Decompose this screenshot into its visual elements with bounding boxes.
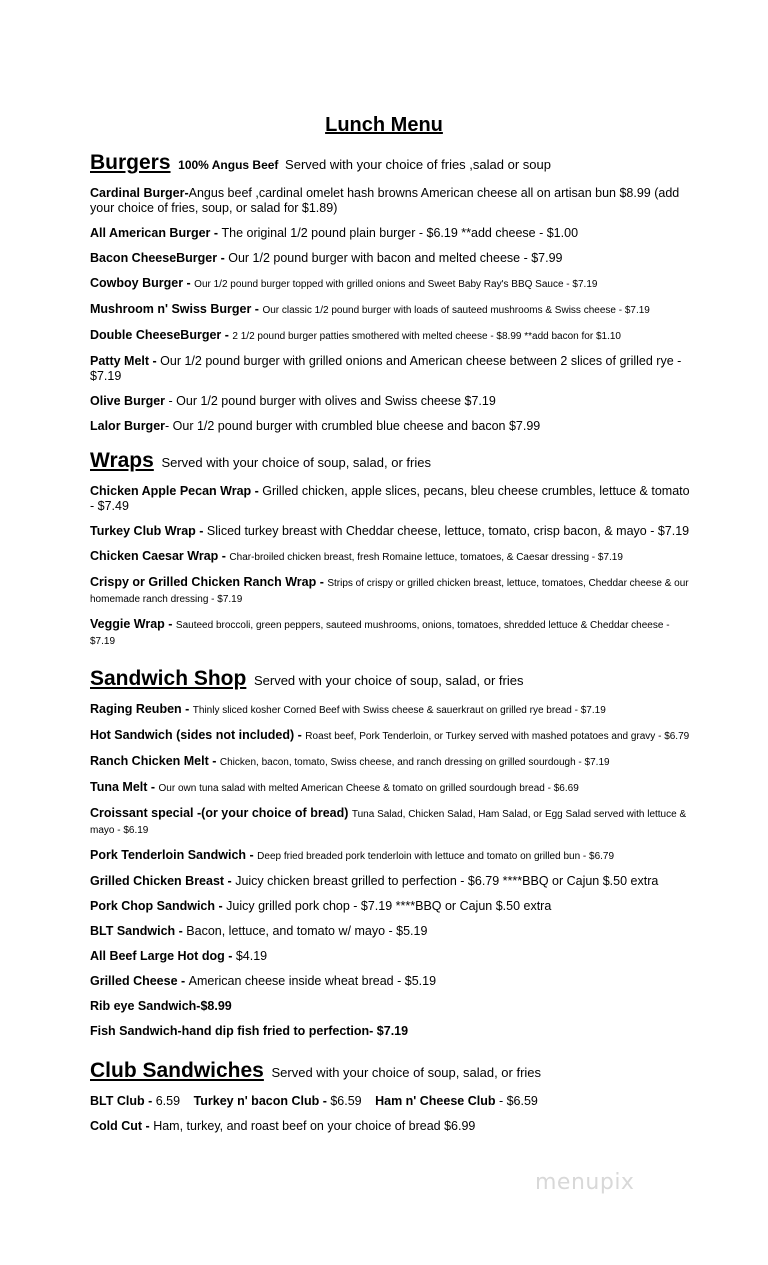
item-name: Cowboy Burger - <box>90 276 195 290</box>
item-desc: Sliced turkey breast with Cheddar cheese, lettuce, tomato, crisp bacon, & mayo - $7.19 <box>206 524 690 538</box>
menu-item <box>90 949 690 964</box>
item-desc: Our own tuna salad with melted American Cheese & tomato on grilled sourdough bread - $6.69 <box>158 783 579 794</box>
item-desc: The original 1/2 pound plain burger - $6.19 **add cheese - $1.00 <box>221 226 579 240</box>
item-desc: - Our 1/2 pound burger with olives and Swiss cheese $7.19 <box>165 394 496 408</box>
item-name: Pork Tenderloin Sandwich - <box>90 848 258 862</box>
section-title: Burgers <box>90 151 171 174</box>
menu-item <box>90 780 690 796</box>
item-name: All American Burger - <box>90 226 222 240</box>
item-desc: Roast beef, Pork Tenderloin, or Turkey served with mashed potatoes and gravy - $6.79 <box>305 731 690 742</box>
sandwich-shop-section <box>90 666 690 1039</box>
item-desc: - Our 1/2 pound burger with crumbled blue cheese and bacon $7.99 <box>165 419 541 433</box>
item-desc: $6.59 <box>330 1094 362 1108</box>
menu-item <box>90 186 690 216</box>
item-name: Chicken Caesar Wrap - <box>90 549 230 563</box>
item-name: Veggie Wrap - <box>90 617 176 631</box>
item-desc: Juicy grilled pork chop - $7.19 ****BBQ or Cajun $.50 extra <box>226 899 552 913</box>
menu-item <box>90 974 690 989</box>
item-name: All Beef Large Hot dog - <box>90 949 236 963</box>
item-name: Mushroom n' Swiss Burger - <box>90 302 263 316</box>
item-desc: Strips of crispy or grilled chicken breast, lettuce, tomatoes, Cheddar cheese & our homemade ranch dressing - $7.19 <box>90 578 689 605</box>
menu-item <box>90 899 690 914</box>
item-name: Double CheeseBurger - <box>90 328 233 342</box>
menu-item <box>90 874 690 889</box>
page-title: Lunch Menu <box>325 114 443 136</box>
menu-item <box>90 924 690 939</box>
menu-item <box>90 754 690 770</box>
menu-item <box>90 575 690 607</box>
item-name: Bacon CheeseBurger - <box>90 251 229 265</box>
item-desc: Angus beef ,cardinal omelet hash browns American cheese all on artisan bun $8.99 (add your choice of fries, soup, or salad for $1.89) <box>90 186 680 215</box>
item-desc: Tuna Salad, Chicken Salad, Ham Salad, or Egg Salad served with lettuce & mayo - $6.19 <box>90 809 687 836</box>
item-name: Turkey n' bacon Club - <box>193 1094 331 1108</box>
item-name: Olive Burger <box>90 394 166 408</box>
section-header <box>90 1058 690 1086</box>
item-desc: Grilled chicken, apple slices, pecans, bleu cheese crumbles, lettuce & tomato - $7.49 <box>90 484 690 513</box>
item-desc: Ham, turkey, and roast beef on your choice of bread $6.99 <box>153 1119 476 1133</box>
menu-item <box>90 328 690 344</box>
item-name: Rib eye Sandwich-$8.99 <box>90 999 232 1013</box>
menu-item <box>90 999 690 1014</box>
item-name: BLT Club - <box>90 1094 156 1108</box>
menu-item <box>90 302 690 318</box>
item-desc: $4.19 <box>235 949 268 963</box>
item-name: Lalor Burger <box>90 419 166 433</box>
item-name: Hot Sandwich (sides not included) - <box>90 728 306 742</box>
menu-item <box>90 617 690 649</box>
menu-item <box>90 848 690 864</box>
section-subtitle: Served with your choice of soup, salad, or fries <box>271 1065 542 1080</box>
item-name: Ham n' Cheese Club <box>375 1094 496 1108</box>
item-desc: American cheese inside wheat bread - $5.19 <box>188 974 437 988</box>
item-name: Grilled Chicken Breast - <box>90 874 236 888</box>
item-name: Ranch Chicken Melt - <box>90 754 220 768</box>
burgers-section <box>90 150 690 434</box>
section-header <box>90 666 690 694</box>
menu-item <box>90 728 690 744</box>
section-subtitle: Served with your choice of fries ,salad or soup <box>285 157 551 172</box>
section-extra: 100% Angus Beef <box>178 158 279 172</box>
wraps-section <box>90 448 690 649</box>
menu-item <box>90 549 690 565</box>
item-name: Fish Sandwich-hand dip fish fried to perfection- $7.19 <box>90 1024 409 1038</box>
item-name: Cardinal Burger- <box>90 186 189 200</box>
item-name: Tuna Melt - <box>90 780 159 794</box>
item-desc: Our 1/2 pound burger with bacon and melted cheese - $7.99 <box>228 251 563 265</box>
section-subtitle: Served with your choice of soup, salad, or fries <box>253 673 524 688</box>
section-title: Sandwich Shop <box>90 667 247 690</box>
menu-item <box>90 524 690 539</box>
item-name: Patty Melt - <box>90 354 161 368</box>
item-name: Croissant special -(or your choice of bread) <box>90 806 352 820</box>
item-desc: Deep fried breaded pork tenderloin with lettuce and tomato on grilled bun - $6.79 <box>257 851 615 862</box>
item-desc: Our 1/2 pound burger with grilled onions and American cheese between 2 slices of grilled rye - $7.19 <box>90 354 682 383</box>
item-name: Cold Cut - <box>90 1119 154 1133</box>
menu-item <box>90 484 690 514</box>
item-desc: Our 1/2 pound burger topped with grilled onions and Sweet Baby Ray's BBQ Sauce - $7.19 <box>194 279 598 290</box>
item-desc: Chicken, bacon, tomato, Swiss cheese, and ranch dressing on grilled sourdough - $7.19 <box>219 757 610 768</box>
section-subtitle: Served with your choice of soup, salad, or fries <box>161 455 431 470</box>
item-desc: Bacon, lettuce, and tomato w/ mayo - $5.19 <box>186 924 428 938</box>
item-desc: - $6.59 <box>495 1094 538 1108</box>
club-items-line <box>90 1094 690 1109</box>
item-name: Chicken Apple Pecan Wrap - <box>90 484 263 498</box>
item-name: Turkey Club Wrap - <box>90 524 207 538</box>
menu-item <box>90 702 690 718</box>
watermark-logo: menupix <box>535 1170 635 1195</box>
item-desc: Juicy chicken breast grilled to perfection - $6.79 ****BBQ or Cajun $.50 extra <box>235 874 659 888</box>
item-name: Pork Chop Sandwich - <box>90 899 227 913</box>
menu-item <box>90 226 690 241</box>
item-desc: 6.59 <box>155 1094 181 1108</box>
menu-item <box>90 806 690 838</box>
item-desc: 2 1/2 pound burger patties smothered with melted cheese - $8.99 **add bacon for $1.10 <box>232 331 621 342</box>
section-title: Wraps <box>90 449 154 472</box>
item-desc: Sauteed broccoli, green peppers, sauteed mushrooms, onions, tomatoes, shredded lettuce & Cheddar cheese - $7.19 <box>90 620 670 647</box>
item-desc: Thinly sliced kosher Corned Beef with Swiss cheese & sauerkraut on grilled rye bread - $7.19 <box>192 705 606 716</box>
section-header <box>90 150 690 178</box>
menu-item <box>90 1024 690 1039</box>
item-name: Crispy or Grilled Chicken Ranch Wrap - <box>90 575 328 589</box>
item-desc: Char-broiled chicken breast, fresh Romaine lettuce, tomatoes, & Caesar dressing - $7.19 <box>229 552 623 563</box>
section-header <box>90 448 690 476</box>
item-desc: Our classic 1/2 pound burger with loads of sauteed mushrooms & Swiss cheese - $7.19 <box>262 305 650 316</box>
item-name: Grilled Cheese - <box>90 974 189 988</box>
menu-item <box>90 394 690 409</box>
menu-item <box>90 276 690 292</box>
menu-item <box>90 251 690 266</box>
item-name: Raging Reuben - <box>90 702 193 716</box>
menu-item <box>90 1119 690 1134</box>
item-name: BLT Sandwich - <box>90 924 187 938</box>
club-sandwiches-section <box>90 1058 690 1134</box>
menu-item <box>90 354 690 384</box>
section-title: Club Sandwiches <box>90 1059 264 1082</box>
menu-item <box>90 419 690 434</box>
